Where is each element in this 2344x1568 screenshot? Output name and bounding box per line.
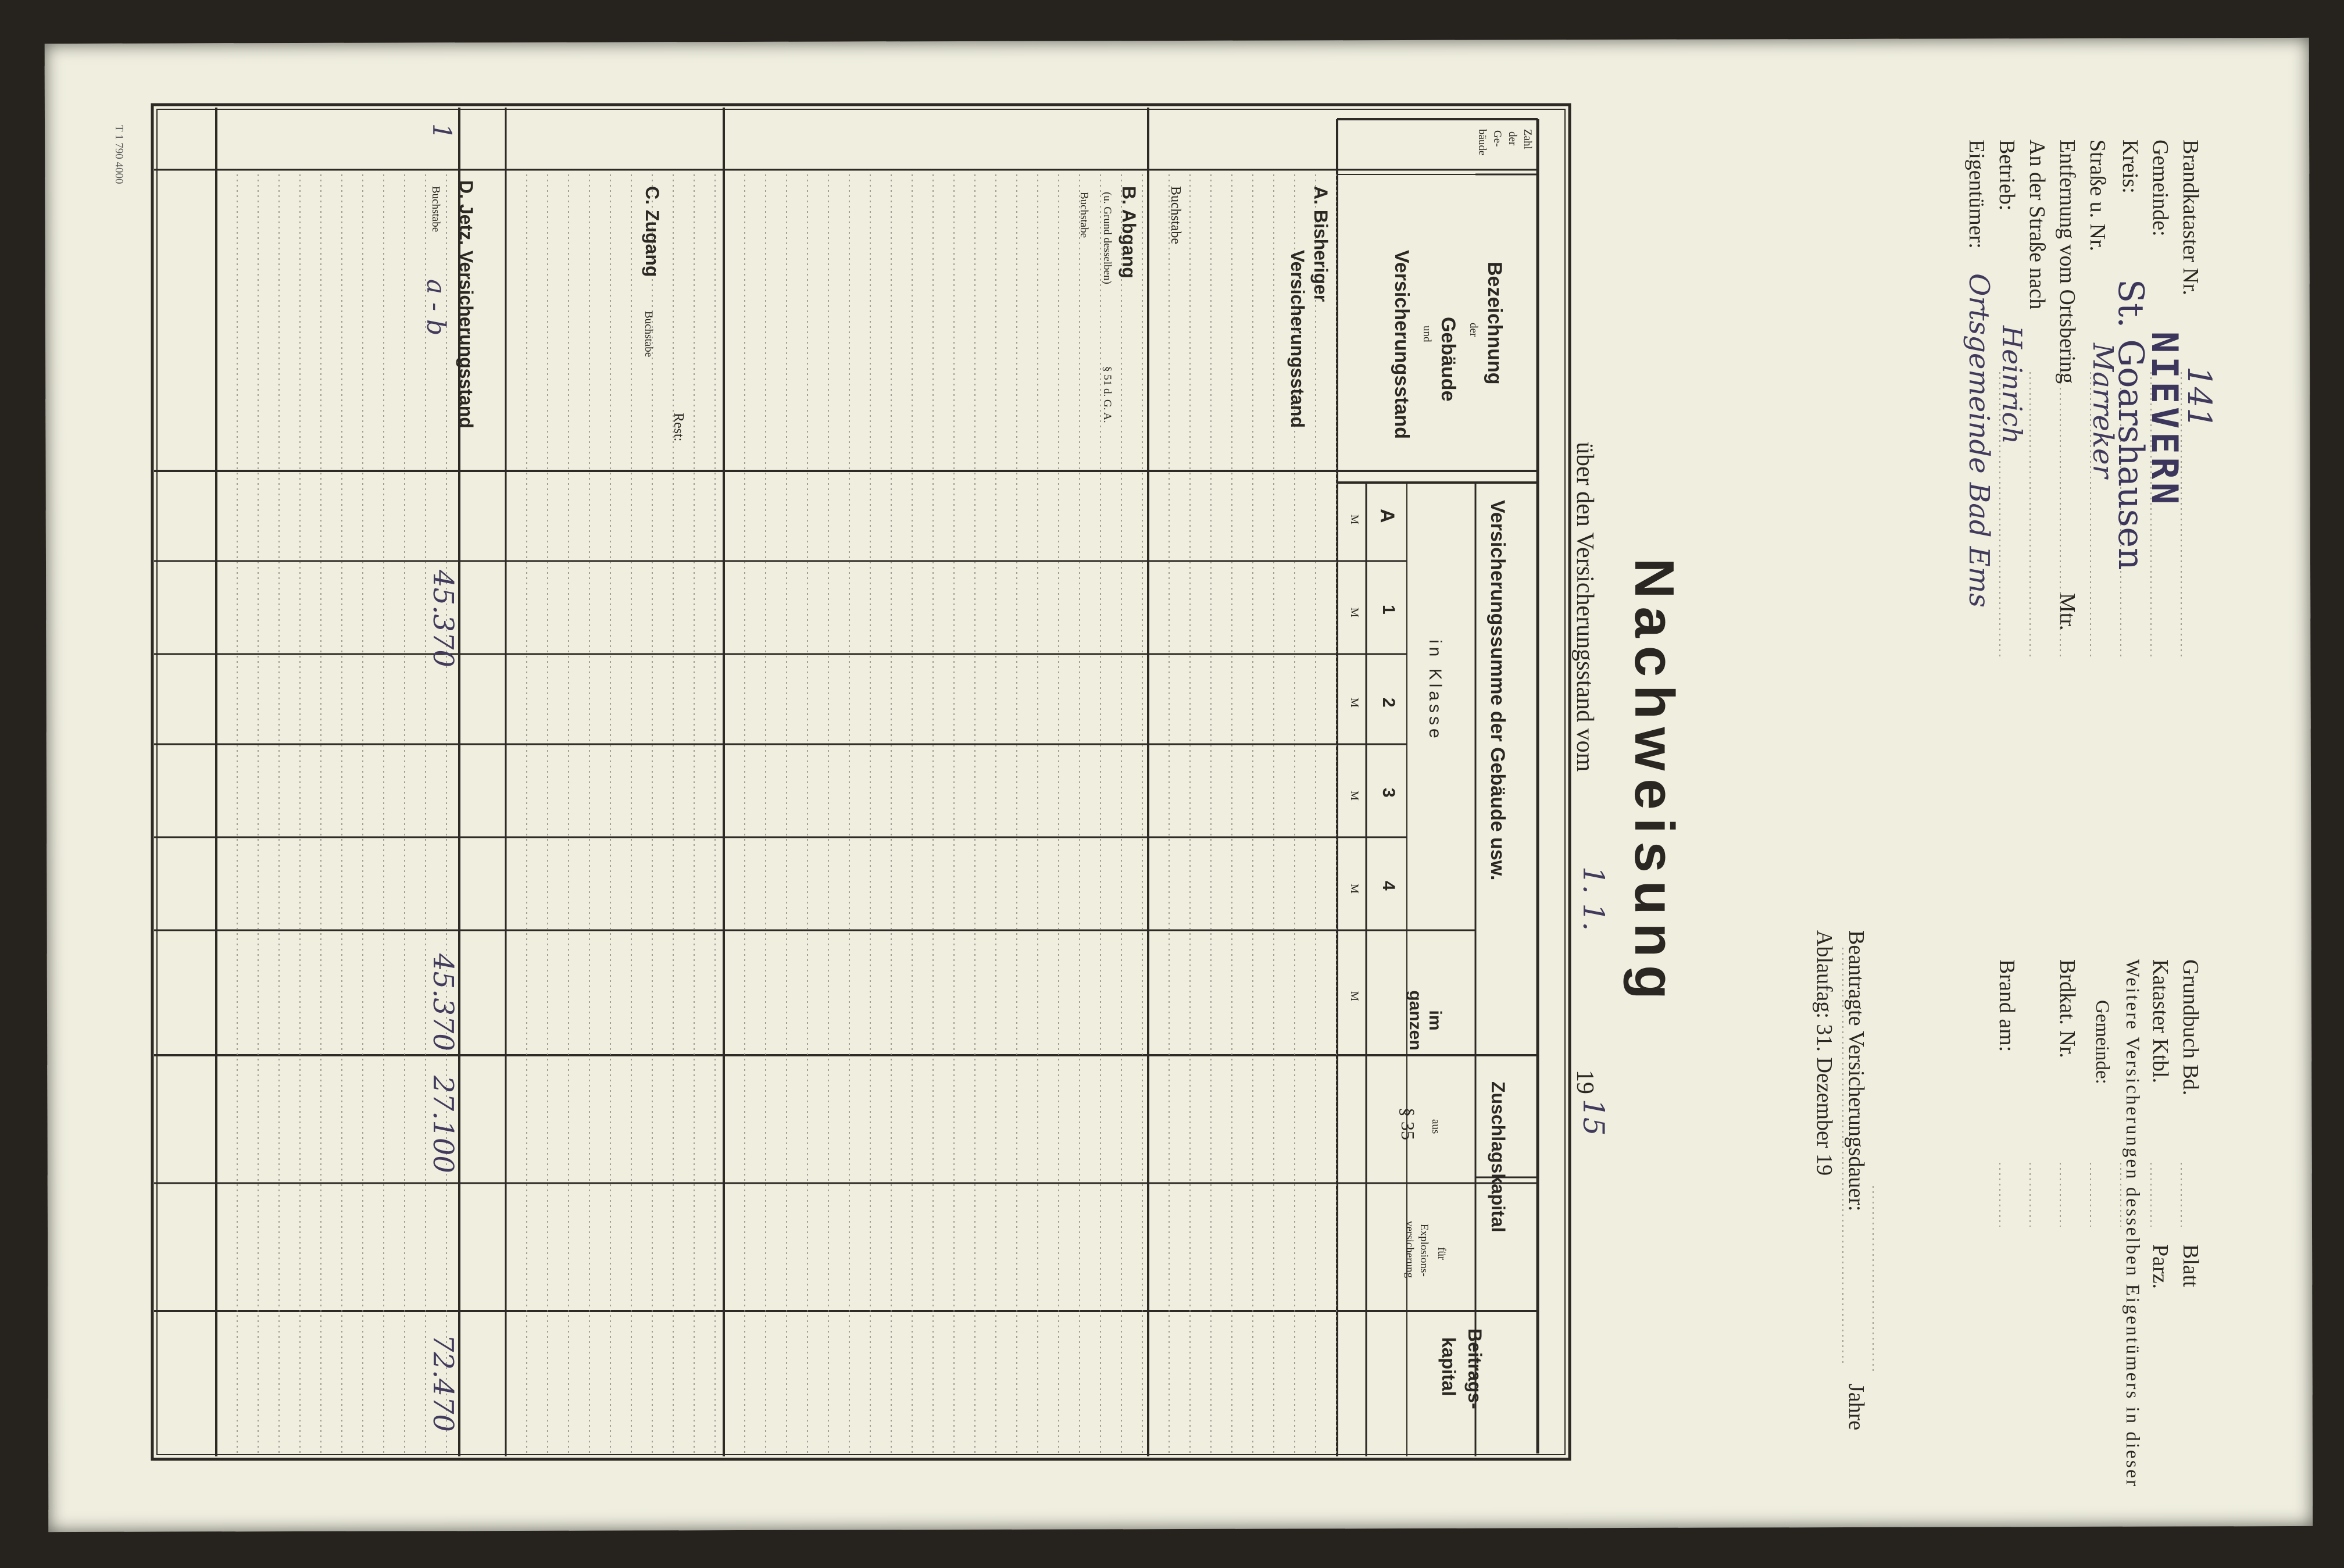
aus-35-aus: aus — [1430, 1119, 1442, 1134]
label-kataster: Kataster Ktbl. — [2148, 959, 2173, 1084]
label-weitere-versicherungen: Weitere Versicherungen desselben Eigentümers in dieser — [2122, 959, 2143, 1488]
aus-35-par: § 35 — [1398, 1108, 1418, 1140]
value-aus-35: 27.100 — [427, 1076, 459, 1173]
print-code: T 1 790 4000 — [113, 125, 125, 184]
label-gemeinde-weitere: Gemeinde: — [2092, 1000, 2113, 1084]
beitrag-line-2: kapital — [1438, 1337, 1459, 1396]
label-ablauftag: Ablaufag: 31. Dezember 19 — [1812, 930, 1836, 1176]
unit-3: M — [1348, 791, 1360, 801]
value-gemeinde: NIEVERN — [2143, 331, 2186, 508]
bez-line-5: Versicherungsstand — [1391, 250, 1413, 440]
label-kreis: Kreis: — [2118, 140, 2142, 194]
value-klasse-a: 45.370 — [427, 570, 459, 667]
page-title: Nachweisung — [1623, 558, 1685, 1008]
section-a-title: A. Bisheriger — [1310, 186, 1331, 302]
value-brandkataster: 141 — [2180, 366, 2218, 428]
section-c-buchstabe: Buchstabe — [642, 311, 655, 358]
label-parz: Parz. — [2148, 1244, 2173, 1290]
klasse-3: 3 — [1379, 788, 1398, 798]
buchstabe-b-col: Buchstabe — [1168, 186, 1183, 244]
unit-4: M — [1348, 884, 1360, 894]
klasse-a: A — [1376, 509, 1398, 523]
zahl-line-3: Ge- — [1491, 130, 1503, 147]
subtitle-year-prefix: 19 — [1571, 1070, 1598, 1094]
section-d-letters: a - b — [421, 279, 451, 336]
label-jahre: Jahre — [1844, 1384, 1868, 1431]
label-entfernung: Entfernung vom Ortsbering — [2055, 140, 2079, 384]
klasse-2: 2 — [1379, 698, 1398, 708]
label-blatt: Blatt — [2178, 1244, 2203, 1287]
section-b-buchstabe: Buchstabe — [1078, 192, 1090, 238]
value-strasse: Marreker — [2086, 343, 2119, 478]
im-ganzen-header: im ganzen — [1406, 990, 1445, 1051]
bez-line-1: Bezeichnung — [1484, 262, 1506, 385]
value-im-ganzen: 45.370 — [427, 953, 459, 1051]
explosions-line-1: Explosions- — [1418, 1224, 1430, 1277]
unit-2: M — [1348, 698, 1360, 708]
section-b-ref: § 51 d. G. A. — [1101, 366, 1113, 423]
label-brandkataster: Brandkataster Nr. — [2178, 140, 2203, 296]
section-d-title: D. Jetz. Versicherungsstand — [456, 180, 477, 428]
value-eigentuemer: Ortsgemeinde Bad Ems — [1963, 273, 1995, 608]
label-strasse: Straße u. Nr. — [2085, 140, 2110, 252]
value-betrieb: Heinrich — [1996, 326, 2028, 444]
unit-im-ganzen: M — [1348, 991, 1360, 1001]
section-c-title: C. Zugang — [642, 186, 663, 277]
section-a-sub: Versicherungsstand — [1287, 250, 1308, 428]
label-brdkat: Brdkat. Nr. — [2055, 959, 2079, 1058]
zahl-line-4: bäude — [1476, 129, 1488, 156]
label-beantragte-dauer: Beantragte Versicherungsdauer: — [1844, 930, 1868, 1212]
bez-line-3: Gebäude — [1437, 317, 1459, 402]
label-eigentuemer: Eigentümer: — [1964, 140, 1989, 249]
in-klasse-header: in Klasse — [1425, 640, 1445, 742]
label-gemeinde: Gemeinde: — [2148, 140, 2173, 237]
explosions-line-2: versicherung — [1403, 1221, 1416, 1278]
zahl-line-1: Zahl — [1521, 129, 1534, 149]
label-brand-am: Brand am: — [1995, 959, 2019, 1052]
unit-1: M — [1348, 608, 1360, 617]
beitrag-line-1: Beitrags- — [1464, 1328, 1485, 1409]
zahl-line-2: der — [1506, 131, 1518, 146]
label-an-der-strasse: An der Straße nach — [2025, 140, 2049, 310]
klasse-4: 4 — [1379, 881, 1398, 891]
section-b-title: B. Abgang — [1119, 186, 1139, 278]
section-c-rest: Rest: — [671, 413, 686, 442]
label-betrieb: Betrieb: — [1995, 140, 2019, 211]
section-b-sub: (u. Grund desselben) — [1101, 192, 1113, 284]
subtitle-text: über den Versicherungsstand vom — [1571, 442, 1598, 772]
value-beitrag: 72.470 — [427, 1334, 459, 1432]
fuer-text: für — [1435, 1247, 1448, 1260]
value-kreis: St. Goarshausen — [2110, 279, 2151, 570]
subtitle-year-value: 15 — [1577, 1099, 1610, 1136]
subtitle-date: 1. 1. — [1577, 866, 1610, 931]
section-d-count: 1 — [427, 123, 456, 140]
bez-line-2: der — [1467, 323, 1480, 337]
zuschlag-header: Zuschlagskapital — [1488, 1081, 1509, 1233]
label-grundbuch: Grundbuch Bd. — [2178, 959, 2203, 1096]
klasse-1: 1 — [1379, 605, 1398, 615]
versicherungssumme-header: Versicherungssumme der Gebäude usw. — [1487, 500, 1509, 881]
unit-a: M — [1348, 515, 1360, 524]
label-entfernung-unit: Mtr. — [2055, 593, 2079, 631]
bez-line-4: und — [1421, 326, 1433, 342]
section-d-buchstabe: Buchstabe — [430, 186, 442, 233]
